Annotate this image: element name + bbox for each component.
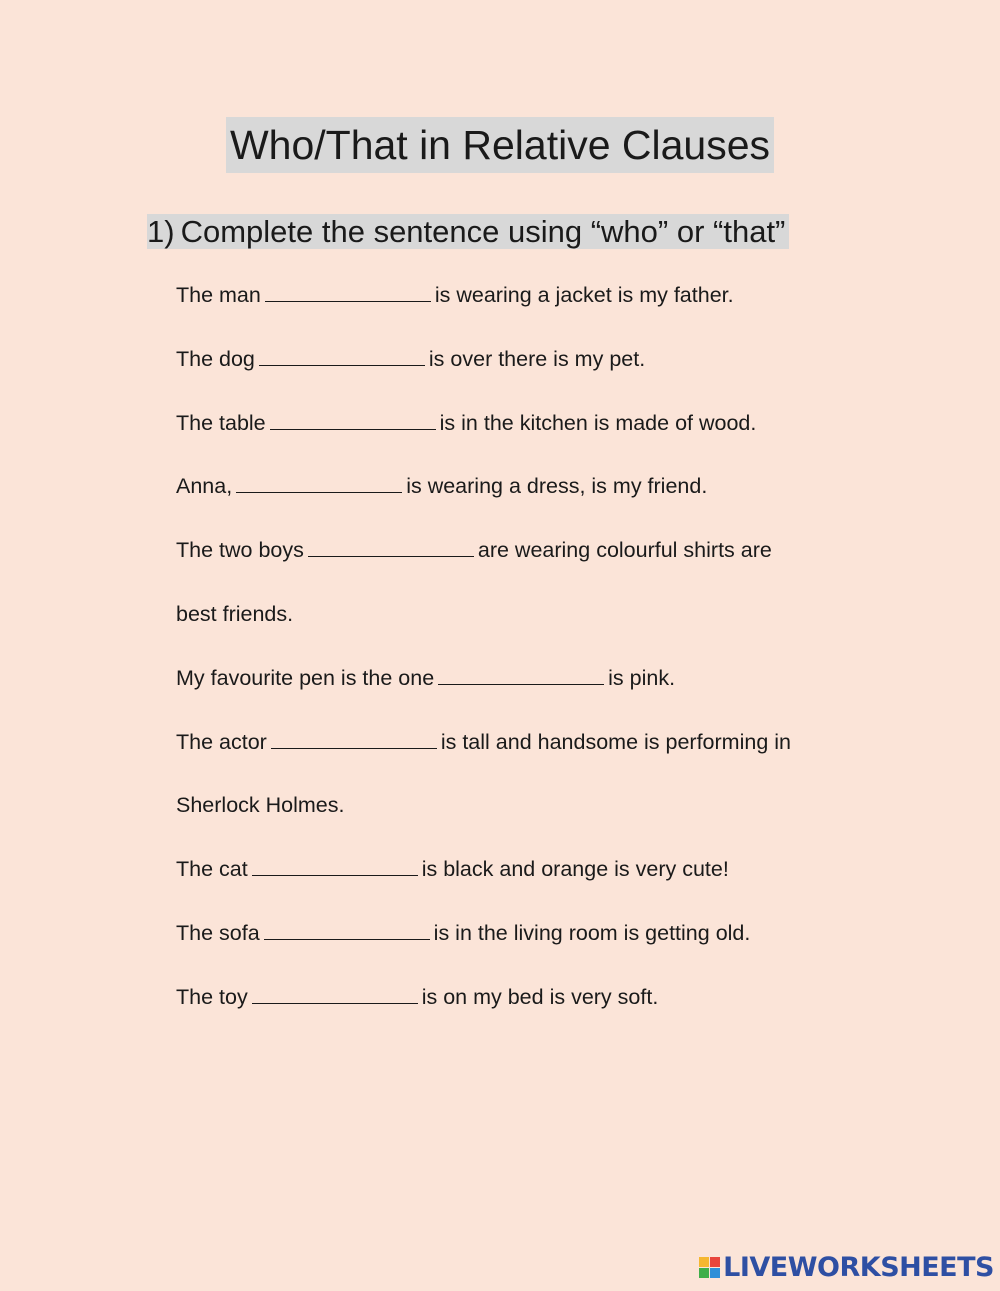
sentence-start: The table [176, 410, 266, 435]
logo-square [699, 1257, 709, 1267]
answer-blank[interactable] [438, 664, 604, 685]
sentence-line [176, 519, 876, 583]
sentence-continuation: best friends. [176, 601, 294, 626]
sentence-end: is black and orange is very cute! [421, 857, 729, 882]
liveworksheets-logo-icon [699, 1257, 720, 1278]
sentence-line [176, 264, 876, 328]
exercise-list [176, 264, 876, 1030]
sentence-start: My favourite pen is the one [176, 665, 435, 690]
sentence-end: is on my bed is very soft. [421, 984, 659, 1009]
answer-blank[interactable] [252, 855, 418, 876]
instruction-heading [147, 210, 789, 254]
logo-square [699, 1268, 709, 1278]
answer-blank[interactable] [236, 472, 402, 493]
sentence-line [176, 711, 876, 775]
sentence-end: is in the kitchen is made of wood. [439, 410, 757, 435]
answer-blank[interactable] [252, 983, 418, 1004]
sentence-end: is in the living room is getting old. [433, 920, 751, 945]
sentence-line [176, 902, 876, 966]
page-title-text: Who/That in Relative Clauses [226, 117, 774, 173]
sentence-start: The two boys [176, 538, 304, 563]
instruction-number: 1) [147, 214, 181, 249]
sentence-end: are wearing colourful shirts are [477, 538, 772, 563]
answer-blank[interactable] [259, 345, 425, 366]
sentence-start: The man [176, 283, 261, 307]
sentence-start: The dog [176, 346, 255, 371]
sentence-line [176, 392, 876, 456]
sentence-start: The sofa [176, 920, 260, 945]
logo-square [710, 1268, 720, 1278]
sentence-continuation: Sherlock Holmes. [176, 793, 345, 818]
sentence-start: Anna, [176, 474, 233, 499]
sentence-start: The actor [176, 729, 267, 754]
brand-text: LIVEWORKSHEETS [723, 1252, 994, 1283]
sentence-end: is over there is my pet. [428, 346, 646, 371]
answer-blank[interactable] [265, 281, 431, 302]
answer-blank[interactable] [271, 728, 437, 749]
answer-blank[interactable] [308, 536, 474, 557]
sentence-end: is pink. [608, 665, 676, 690]
sentence-end: is wearing a jacket is my father. [434, 283, 734, 307]
answer-blank[interactable] [270, 409, 436, 430]
instruction-text: Complete the sentence using “who” or “that” [181, 214, 790, 249]
sentence-start: The cat [176, 857, 248, 882]
sentence-line [176, 966, 876, 1030]
sentence-line [176, 455, 876, 519]
sentence-start: The toy [176, 984, 248, 1009]
liveworksheets-brand [699, 1252, 994, 1283]
page-title [0, 117, 1000, 173]
answer-blank[interactable] [264, 919, 430, 940]
sentence-line [176, 647, 876, 711]
sentence-line [176, 838, 876, 902]
sentence-end: is tall and handsome is performing in [440, 729, 791, 754]
logo-square [710, 1257, 720, 1267]
sentence-line [176, 328, 876, 392]
sentence-end: is wearing a dress, is my friend. [406, 474, 708, 499]
